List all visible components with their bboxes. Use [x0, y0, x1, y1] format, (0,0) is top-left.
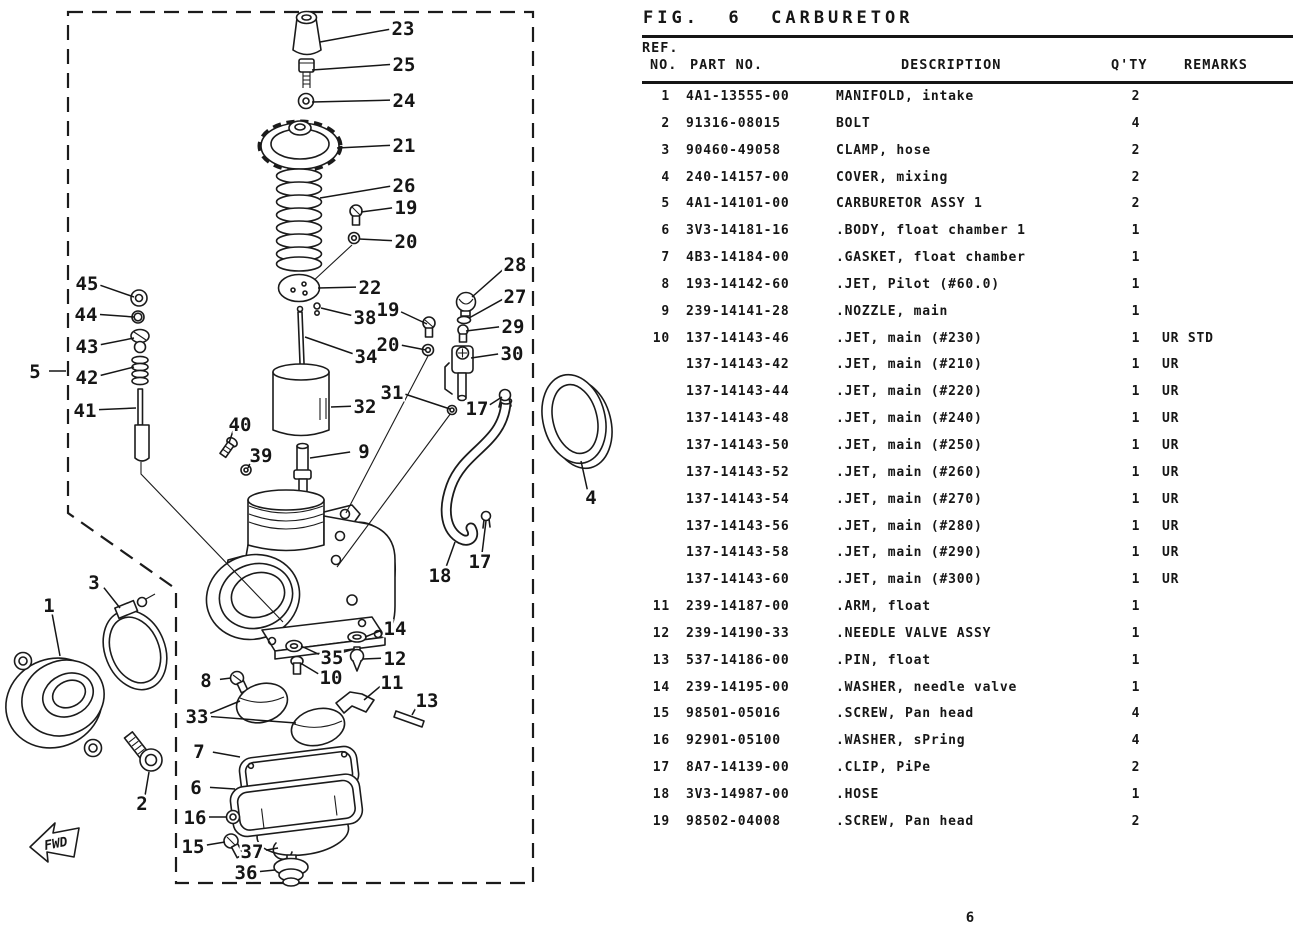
- table-row: [642, 245, 1298, 272]
- page-number: 6: [965, 910, 975, 926]
- callout-leader-line: [210, 701, 240, 713]
- cell-ref-no: 12: [652, 625, 670, 641]
- cell-ref-no: 4: [661, 169, 670, 185]
- cell-qty: 1: [1131, 652, 1141, 668]
- diagram-callout: 13: [415, 690, 439, 712]
- diagram-callout: 10: [319, 667, 343, 689]
- cell-part-no: 137-14143-58: [686, 545, 790, 561]
- cell-qty: 2: [1131, 142, 1141, 158]
- cell-part-no: 8A7-14139-00: [686, 760, 790, 776]
- cell-part-no: 91316-08015: [686, 115, 781, 131]
- callout-leader-line: [101, 367, 134, 375]
- table-row: [642, 433, 1298, 460]
- diagram-callout: 20: [376, 334, 400, 356]
- table-row: [642, 460, 1298, 487]
- cell-qty: 1: [1131, 437, 1141, 453]
- mixing-cap-parts: [261, 12, 339, 170]
- cell-qty: 1: [1131, 464, 1141, 480]
- cell-description: .HOSE: [836, 786, 880, 802]
- cell-description: .JET, main (#280): [836, 518, 983, 534]
- diagram-callout: 32: [353, 396, 377, 418]
- cell-remarks: UR: [1162, 384, 1180, 400]
- callout-leader-line: [99, 408, 136, 410]
- cell-description: BOLT: [836, 115, 871, 131]
- table-row: [642, 782, 1298, 809]
- cell-description: .NEEDLE VALVE ASSY: [836, 625, 992, 641]
- exploded-diagram: [0, 0, 640, 940]
- table-row: [642, 138, 1298, 165]
- callout-leader-line: [320, 29, 389, 42]
- cell-description: .JET, main (#240): [836, 411, 983, 427]
- hose-clamp-3: [92, 594, 178, 699]
- cell-description: .JET, main (#260): [836, 464, 983, 480]
- table-row: [642, 567, 1298, 594]
- table-row: [642, 272, 1298, 299]
- cell-ref-no: 5: [661, 196, 670, 212]
- cell-description: .WASHER, needle valve: [836, 679, 1018, 695]
- diagram-callout: 17: [465, 398, 489, 420]
- callout-leader-line: [312, 65, 390, 70]
- callout-leader-line: [471, 354, 498, 358]
- diagram-callout: 6: [190, 777, 202, 799]
- cell-ref-no: 2: [661, 115, 670, 131]
- cell-qty: 2: [1131, 196, 1141, 212]
- table-row: [642, 165, 1298, 192]
- callout-leader-line: [472, 269, 504, 297]
- diagram-callout: 7: [193, 741, 205, 763]
- cell-qty: 2: [1131, 760, 1141, 776]
- table-row: [642, 809, 1298, 836]
- cell-ref-no: 6: [661, 223, 670, 239]
- cell-ref-no: 9: [661, 303, 670, 319]
- table-row: [642, 84, 1298, 111]
- diagram-callout: 23: [391, 18, 415, 40]
- cell-qty: 1: [1131, 357, 1141, 373]
- cell-part-no: 193-14142-60: [686, 276, 790, 292]
- diagram-callout: 31: [380, 382, 404, 404]
- cell-qty: 2: [1131, 169, 1141, 185]
- cell-part-no: 239-14190-33: [686, 625, 790, 641]
- diagram-callout: 14: [383, 618, 407, 640]
- cell-ref-no: 1: [661, 89, 670, 104]
- diagram-callout: 25: [392, 54, 416, 76]
- cell-qty: 4: [1131, 706, 1141, 722]
- cell-description: .ARM, float: [836, 599, 931, 615]
- cell-ref-no: 11: [652, 599, 670, 615]
- cell-description: .JET, main (#230): [836, 330, 983, 346]
- cell-remarks: UR: [1162, 437, 1180, 453]
- callout-leader-line: [260, 870, 275, 871]
- cell-ref-no: 8: [661, 276, 670, 292]
- cell-ref-no: 15: [652, 706, 670, 722]
- cell-part-no: 137-14143-42: [686, 357, 790, 373]
- cell-ref-no: 18: [652, 786, 670, 802]
- diagram-callout: 16: [183, 807, 207, 829]
- cell-qty: 1: [1131, 491, 1141, 507]
- callout-leader-line: [331, 406, 351, 407]
- cell-part-no: 239-14187-00: [686, 599, 790, 615]
- diagram-callout: 17: [468, 551, 492, 573]
- title-rule: [642, 35, 1293, 38]
- cell-description: .JET, main (#270): [836, 491, 983, 507]
- fwd-label: FWD: [43, 834, 69, 854]
- callout-leader-line: [305, 337, 353, 354]
- table-row: [642, 755, 1298, 782]
- table-row: [642, 621, 1298, 648]
- cell-remarks: UR: [1162, 572, 1180, 588]
- callout-leader-line: [207, 842, 225, 845]
- diagram-callout: 39: [249, 445, 273, 467]
- cell-part-no: 98501-05016: [686, 706, 781, 722]
- table-row: [642, 701, 1298, 728]
- diagram-callout: 19: [394, 197, 418, 219]
- callout-leader-line: [318, 287, 356, 288]
- cell-description: .JET, Pilot (#60.0): [836, 276, 1000, 292]
- figure-title: FIG. 6 CARBURETOR: [643, 8, 914, 28]
- callout-leader-line: [446, 542, 455, 568]
- cell-qty: 1: [1131, 303, 1141, 319]
- cell-qty: 2: [1131, 813, 1141, 829]
- cell-qty: 2: [1131, 89, 1141, 104]
- callout-leader-line: [359, 239, 392, 241]
- cell-description: .CLIP, PiPe: [836, 760, 931, 776]
- cell-remarks: UR: [1162, 491, 1180, 507]
- cell-description: .JET, main (#210): [836, 357, 983, 373]
- throttle-slide-32: [273, 364, 329, 436]
- diagram-callout: 29: [501, 316, 525, 338]
- table-row: [642, 514, 1298, 541]
- cell-remarks: UR STD: [1162, 330, 1214, 346]
- cell-description: .GASKET, float chamber: [836, 250, 1026, 266]
- diagram-callout: 44: [74, 304, 98, 326]
- diagram-callout: 43: [75, 336, 99, 358]
- diagram-callout: 30: [500, 343, 524, 365]
- table-row: [642, 728, 1298, 755]
- pilot-screw-parts: [423, 293, 476, 415]
- cell-qty: 4: [1131, 115, 1141, 131]
- cell-qty: 1: [1131, 330, 1141, 346]
- cell-part-no: 98502-04008: [686, 813, 781, 829]
- cell-qty: 1: [1131, 250, 1141, 266]
- cell-description: .SCREW, Pan head: [836, 706, 975, 722]
- cell-part-no: 90460-49058: [686, 142, 781, 158]
- cell-qty: 4: [1131, 733, 1141, 749]
- cell-part-no: 137-14143-60: [686, 572, 790, 588]
- diagram-callout: 40: [228, 414, 252, 436]
- fwd-arrow: [30, 823, 79, 862]
- callout-leader-line: [364, 686, 380, 700]
- cell-remarks: UR: [1162, 357, 1180, 373]
- screw-40: [218, 436, 238, 459]
- diagram-callout: 20: [394, 231, 418, 253]
- cell-qty: 1: [1131, 679, 1141, 695]
- cell-ref-no: 3: [661, 142, 670, 158]
- cell-remarks: UR: [1162, 411, 1180, 427]
- assembly-line: [337, 413, 451, 567]
- table-row: [642, 540, 1298, 567]
- cell-description: .BODY, float chamber 1: [836, 223, 1026, 239]
- cell-description: MANIFOLD, intake: [836, 89, 975, 104]
- cell-ref-no: 10: [652, 330, 670, 346]
- callout-leader-line: [466, 327, 499, 331]
- callout-leader-line: [310, 452, 350, 458]
- cell-qty: 1: [1131, 223, 1141, 239]
- diagram-callout: 1: [43, 595, 55, 617]
- callout-leader-line: [321, 308, 351, 315]
- cell-part-no: 137-14143-46: [686, 330, 790, 346]
- cell-remarks: UR: [1162, 518, 1180, 534]
- header-part-no: PART NO.: [690, 57, 764, 73]
- callout-leader-line: [145, 772, 149, 795]
- callout-leader-line: [210, 787, 235, 789]
- diagram-callout: 33: [185, 706, 209, 728]
- table-row: [642, 487, 1298, 514]
- cell-description: .NOZZLE, main: [836, 303, 949, 319]
- diagram-callout: 11: [380, 672, 404, 694]
- ring-part-4: [533, 368, 621, 475]
- cell-ref-no: 19: [652, 813, 670, 829]
- cell-description: .SCREW, Pan head: [836, 813, 975, 829]
- diagram-callout: 41: [73, 400, 97, 422]
- cell-description: .JET, main (#290): [836, 545, 983, 561]
- diagram-callout: 24: [392, 90, 416, 112]
- cell-qty: 1: [1131, 384, 1141, 400]
- diagram-callout: 34: [354, 346, 378, 368]
- callout-leader-line: [320, 186, 390, 198]
- cell-qty: 1: [1131, 545, 1141, 561]
- cell-description: .PIN, float: [836, 652, 931, 668]
- cell-description: CARBURETOR ASSY 1: [836, 196, 983, 212]
- cell-ref-no: 14: [652, 679, 670, 695]
- diagram-callout: 18: [428, 565, 452, 587]
- diagram-callout: 8: [200, 670, 212, 692]
- callout-leader-line: [361, 208, 392, 212]
- cell-part-no: 92901-05100: [686, 733, 781, 749]
- diagram-callout: 9: [358, 441, 370, 463]
- cell-part-no: 137-14143-52: [686, 464, 790, 480]
- cell-part-no: 239-14195-00: [686, 679, 790, 695]
- cell-ref-no: 7: [661, 250, 670, 266]
- callout-leader-line: [363, 658, 381, 659]
- cell-description: .JET, main (#250): [836, 437, 983, 453]
- diagram-callout: 3: [88, 572, 100, 594]
- diagram-callout: 5: [29, 361, 41, 383]
- header-ref-line2: NO.: [650, 57, 678, 73]
- cell-qty: 1: [1131, 786, 1141, 802]
- cell-remarks: UR: [1162, 545, 1180, 561]
- diagram-callout: 2: [136, 793, 148, 815]
- table-row: [642, 648, 1298, 675]
- cell-ref-no: 16: [652, 733, 670, 749]
- cell-part-no: 240-14157-00: [686, 169, 790, 185]
- diagram-callout: 22: [358, 277, 382, 299]
- diagram-callout: 45: [75, 273, 99, 295]
- cell-part-no: 137-14143-56: [686, 518, 790, 534]
- cell-description: COVER, mixing: [836, 169, 949, 185]
- callout-leader-line: [337, 145, 390, 148]
- callout-leader-line: [100, 314, 134, 317]
- header-remarks: REMARKS: [1184, 57, 1248, 73]
- cell-description: CLAMP, hose: [836, 142, 931, 158]
- cell-qty: 1: [1131, 572, 1141, 588]
- callout-leader-line: [213, 752, 240, 757]
- cell-qty: 1: [1131, 411, 1141, 427]
- diagram-callout: 36: [234, 862, 258, 884]
- cell-part-no: 3V3-14181-16: [686, 223, 790, 239]
- callout-leader-line: [101, 338, 134, 345]
- diagram-callout: 19: [376, 299, 400, 321]
- cell-part-no: 239-14141-28: [686, 303, 790, 319]
- diagram-callout: 42: [75, 367, 99, 389]
- air-screw-parts: [131, 290, 149, 461]
- cell-qty: 1: [1131, 518, 1141, 534]
- table-row: [642, 326, 1298, 353]
- cell-ref-no: 13: [652, 652, 670, 668]
- cell-description: .JET, main (#300): [836, 572, 983, 588]
- table-row: [642, 191, 1298, 218]
- table-row: [642, 218, 1298, 245]
- table-row: [642, 299, 1298, 326]
- cell-part-no: 137-14143-48: [686, 411, 790, 427]
- callout-leader-line: [401, 312, 427, 324]
- cell-part-no: 137-14143-44: [686, 384, 790, 400]
- clip-38: [314, 303, 320, 309]
- cell-qty: 1: [1131, 599, 1141, 615]
- table-row: [642, 379, 1298, 406]
- header-qty: Q'TY: [1111, 57, 1148, 73]
- cell-part-no: 4A1-13555-00: [686, 89, 790, 104]
- callout-leader-line: [220, 678, 231, 679]
- cell-part-no: 4A1-14101-00: [686, 196, 790, 212]
- diagram-callout: 28: [503, 254, 527, 276]
- intake-manifold-1: [0, 642, 117, 763]
- cell-remarks: UR: [1162, 464, 1180, 480]
- header-ref-line1: REF.: [642, 40, 679, 56]
- header-description: DESCRIPTION: [901, 57, 1002, 73]
- diagram-callout: 37: [240, 841, 264, 863]
- cell-qty: 1: [1131, 276, 1141, 292]
- diagram-callout: 26: [392, 175, 416, 197]
- diagram-callout: 27: [503, 286, 527, 308]
- parts-table: [642, 84, 1298, 836]
- callout-leader-line: [52, 613, 60, 656]
- cell-description: .JET, main (#220): [836, 384, 983, 400]
- table-row: [642, 406, 1298, 433]
- manifold-bolt-2: [124, 732, 162, 771]
- callout-leader-line: [312, 100, 390, 102]
- cell-part-no: 137-14143-54: [686, 491, 790, 507]
- diagram-callout: 21: [392, 135, 416, 157]
- diagram-callout: 38: [353, 307, 377, 329]
- diagram-callout: 4: [585, 487, 597, 509]
- callout-leader-line: [104, 588, 120, 608]
- table-row: [642, 594, 1298, 621]
- cell-ref-no: 17: [652, 760, 670, 776]
- throttle-spring-26: [277, 169, 322, 271]
- cell-part-no: 3V3-14987-00: [686, 786, 790, 802]
- cell-part-no: 4B3-14184-00: [686, 250, 790, 266]
- carburetor-body-6: [195, 490, 400, 659]
- diagram-callout: 35: [320, 647, 344, 669]
- callout-leader-line: [302, 664, 318, 674]
- diagram-callout: 15: [181, 836, 205, 858]
- table-row: [642, 111, 1298, 138]
- cell-qty: 1: [1131, 625, 1141, 641]
- cell-part-no: 537-14186-00: [686, 652, 790, 668]
- cell-description: .WASHER, sPring: [836, 733, 966, 749]
- callout-leader-line: [405, 394, 450, 409]
- main-nozzle-9: [294, 444, 311, 494]
- assembly-line: [346, 356, 428, 513]
- table-row: [642, 352, 1298, 379]
- table-row: [642, 675, 1298, 702]
- diagram-callout: 12: [383, 648, 407, 670]
- callout-leader-line: [100, 285, 134, 297]
- cell-part-no: 137-14143-50: [686, 437, 790, 453]
